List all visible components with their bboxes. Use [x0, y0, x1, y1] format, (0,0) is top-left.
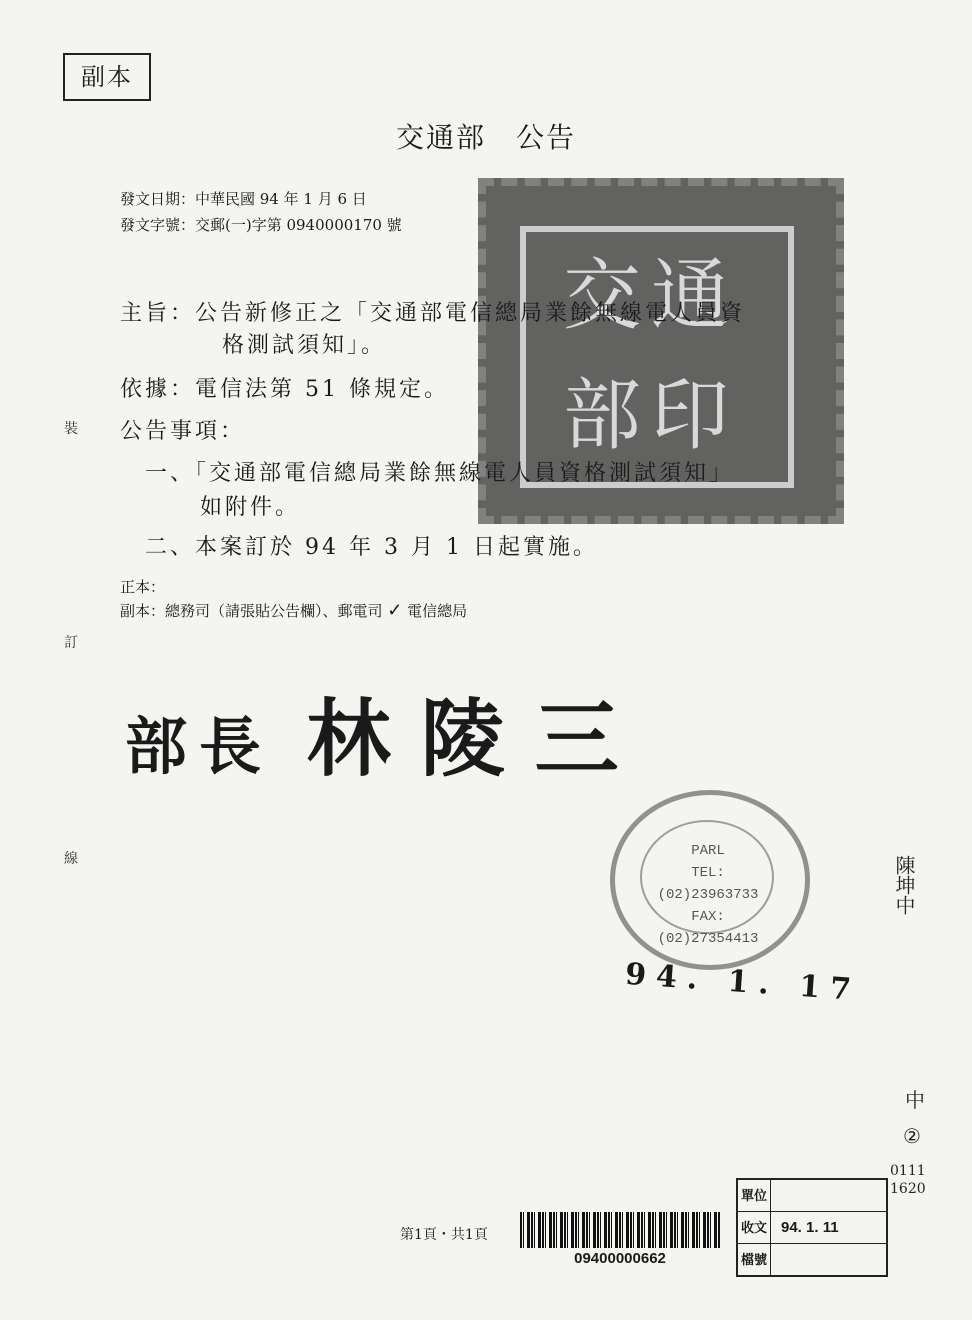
handwritten-note: 0111 1620: [890, 1163, 926, 1197]
document-title: 交通部 公告: [395, 121, 576, 154]
recipients-copy-list: 副本：總務司（請張貼公告欄）、郵電司: [120, 602, 383, 620]
page-number: 第1頁・共1頁: [400, 1227, 488, 1243]
barcode: [520, 1212, 720, 1248]
round-stamp-text: [648, 840, 768, 950]
issue-date: 發文日期：中華民國 94 年 1 月 6 日: [120, 190, 367, 208]
subject-line-2: 格測試須知」。: [222, 333, 387, 358]
subject-line-1: 主旨：公告新修正之「交通部電信總局業餘無線電人員資: [120, 301, 746, 326]
receipt-label: 收文: [738, 1212, 771, 1243]
binding-mark-top: 裝: [64, 421, 78, 437]
receipt-value: [771, 1244, 886, 1275]
copy-label: 副本: [63, 53, 151, 101]
handwritten-name: 陳坤中: [892, 855, 916, 915]
receipt-row: [738, 1212, 886, 1244]
check-mark: ✓: [387, 600, 403, 621]
item-one-line-2: 如附件。: [200, 495, 301, 520]
binding-mark-middle: 訂: [64, 635, 78, 651]
recipients-main: 正本：: [120, 578, 166, 596]
receipt-label: 檔號: [738, 1244, 771, 1275]
recipients-copy-tail: 電信總局: [407, 602, 468, 620]
receipt-label: 單位: [738, 1180, 771, 1211]
item-one-line-1: 一、「交通部電信總局業餘無線電人員資格測試須知」: [145, 461, 735, 486]
handwritten-mark: 中: [905, 1088, 925, 1112]
basis-text: 依據：電信法第 51 條規定。: [120, 377, 449, 402]
round-stamp-line: PARL: [691, 843, 725, 859]
signature-title: 部長: [125, 710, 274, 783]
handwritten-circle-number: ②: [903, 1124, 921, 1148]
barcode-number: 09400000662: [574, 1250, 666, 1267]
round-stamp-line: TEL:(02)23963733: [657, 865, 759, 903]
receipt-row: [738, 1244, 886, 1275]
issue-number: 發文字號：交郵(一)字第 0940000170 號: [120, 216, 402, 234]
receipt-value: [771, 1180, 886, 1211]
binding-mark-bottom: 線: [64, 851, 78, 867]
items-heading: 公告事項：: [120, 419, 246, 444]
receipt-row: [738, 1180, 886, 1212]
item-two: 二、本案訂於 94 年 3 月 1 日起實施。: [145, 535, 598, 560]
minister-signature: [125, 672, 649, 793]
official-seal-glyphs: 交通部印: [562, 251, 739, 461]
received-date-stamp: 94. 1. 17: [624, 956, 863, 1009]
signature-name: 林陵三: [306, 689, 649, 788]
recipients-copy: [120, 600, 467, 621]
receipt-value: 94. 1. 11: [781, 1219, 839, 1236]
receipt-stamp-table: [736, 1178, 888, 1277]
round-stamp-line: FAX:(02)27354413: [657, 909, 759, 947]
